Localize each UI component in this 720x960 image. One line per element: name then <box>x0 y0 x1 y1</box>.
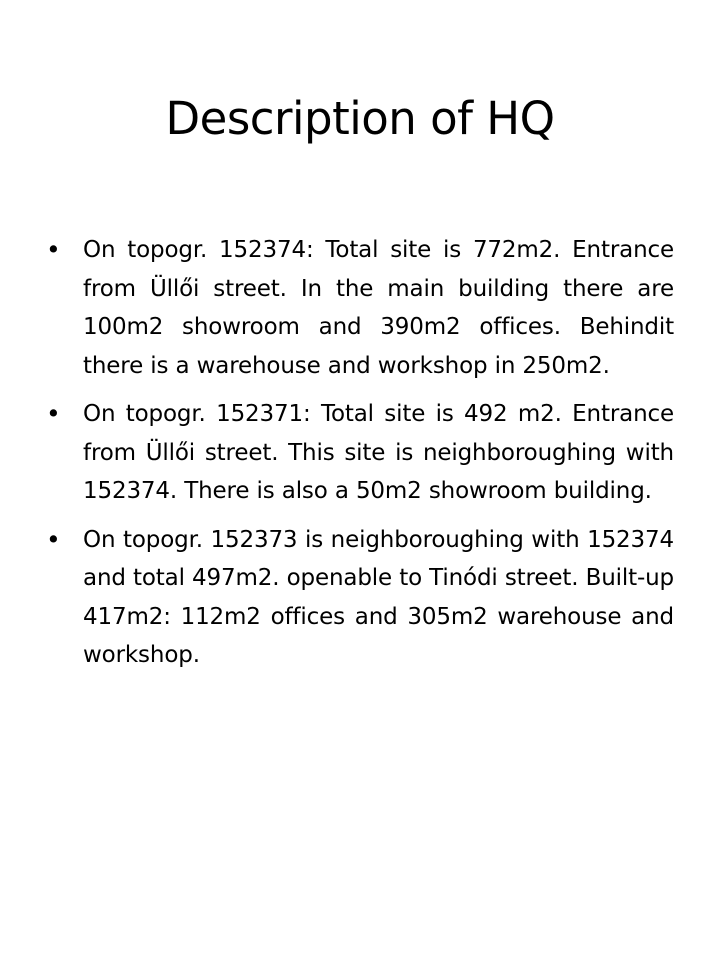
bullet-item-1 <box>46 231 674 385</box>
slide-title: Description of HQ <box>165 92 555 145</box>
bullet-text: On topogr. 152374: Total site is 772m2. Entrance from Üllői street. In the main building there are 100m2 showroom and 390m2 offices. Behindit there is a warehouse and workshop in 250m2. <box>83 237 674 379</box>
bullet-list <box>46 231 674 685</box>
bullet-text: On topogr. 152373 is neighboroughing with 152374 and total 497m2. openable to Tinódi street. Built-up 417m2: 112m2 offices and 305m2 warehouse and workshop. <box>83 526 674 668</box>
bullet-icon: • <box>46 399 61 428</box>
bullet-icon: • <box>46 235 61 264</box>
bullet-icon: • <box>46 524 61 554</box>
bullet-text: On topogr. 152371: Total site is 492 m2. Entrance from Üllői street. This site is neighboroughing with 152374. There is also a 50m2 showroom building. <box>83 401 674 504</box>
bullet-item-2 <box>46 395 674 511</box>
bullet-item-3 <box>46 521 674 675</box>
